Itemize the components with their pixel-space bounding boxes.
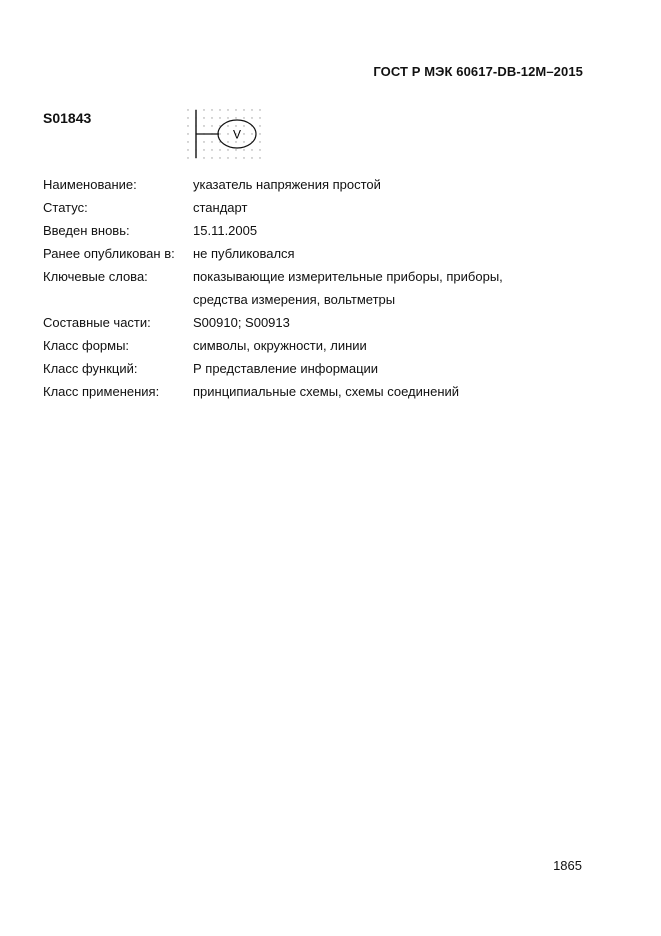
grid-dot [235,117,236,118]
property-value [193,242,563,265]
property-value [193,334,563,357]
grid-dot [235,141,236,142]
grid-dot [243,109,244,110]
grid-dot [243,141,244,142]
grid-dot [227,141,228,142]
property-label: Наименование: [43,177,137,192]
grid-dot [187,117,188,118]
property-label: Статус: [43,200,88,215]
grid-dot [259,141,260,142]
property-label: Введен вновь: [43,223,130,238]
grid-dot [259,157,260,158]
property-value-line: S00910; S00913 [193,315,290,330]
property-value-line: символы, окружности, линии [193,338,367,353]
property-value-line: средства измерения, вольтметры [193,292,396,307]
property-row [43,173,563,196]
grid-dot [235,157,236,158]
property-label: Класс функций: [43,361,138,376]
grid-dot [211,141,212,142]
property-label: Ключевые слова: [43,269,148,284]
property-value [193,173,563,196]
property-value-line: указатель напряжения простой [193,177,381,192]
grid-dot [259,117,260,118]
grid-dot [251,109,252,110]
grid-dot [187,133,188,134]
property-value [193,219,563,242]
property-value-line: не публиковался [193,246,295,261]
grid-dot [259,125,260,126]
grid-dot [243,133,244,134]
grid-dot [211,149,212,150]
grid-dot [259,109,260,110]
grid-dot [227,109,228,110]
grid-dot [211,157,212,158]
property-value [193,311,563,334]
grid-dot [211,109,212,110]
grid-dot [259,133,260,134]
grid-dot [227,157,228,158]
grid-dot [203,125,204,126]
property-label: Составные части: [43,315,151,330]
grid-dot [251,157,252,158]
page-number: 1865 [553,858,582,873]
grid-dot [251,149,252,150]
grid-dot [219,157,220,158]
property-row [43,380,563,403]
property-label: Класс применения: [43,384,160,399]
grid-dot [203,149,204,150]
property-label: Ранее опубликован в: [43,246,175,261]
grid-dot [219,117,220,118]
grid-dot [211,117,212,118]
grid-dot [227,117,228,118]
grid-dot [243,157,244,158]
grid-dot [203,157,204,158]
grid-dot [187,157,188,158]
grid-dot [243,125,244,126]
property-row [43,357,563,380]
property-row [43,219,563,242]
grid-dot [187,149,188,150]
property-row [43,265,563,311]
grid-dot [187,125,188,126]
grid-dot [251,117,252,118]
grid-dot [219,109,220,110]
symbol-id: S01843 [43,110,92,126]
grid-dot [251,133,252,134]
property-value-line: принципиальные схемы, схемы соединений [193,384,460,399]
property-value [193,265,563,311]
grid-dot [211,125,212,126]
property-value-line: стандарт [193,200,248,215]
grid-dot [227,125,228,126]
grid-dot [235,109,236,110]
properties-list [43,173,563,403]
grid-dot [203,109,204,110]
document-code: ГОСТ Р МЭК 60617-DB-12M–2015 [373,64,583,79]
property-value [193,196,563,219]
grid-dot [219,133,220,134]
grid-dot [235,125,236,126]
grid-dot [203,117,204,118]
grid-dot [227,133,228,134]
property-value-line: Р представление информации [193,361,379,376]
property-row [43,334,563,357]
grid-dot [235,149,236,150]
property-label: Класс формы: [43,338,130,353]
voltmeter-symbol-figure [186,108,268,160]
grid-dot [203,141,204,142]
grid-dot [219,149,220,150]
grid-dot [187,109,188,110]
symbol-letter: V [232,127,242,142]
grid-dot [243,149,244,150]
property-value-line: 15.11.2005 [193,223,258,238]
property-value [193,380,563,403]
grid-dot [243,117,244,118]
property-value [193,357,563,380]
property-row [43,242,563,265]
grid-dot [259,149,260,150]
grid-dot [187,141,188,142]
property-row [43,196,563,219]
property-value-line: показывающие измерительные приборы, приборы, [193,269,503,284]
property-row [43,311,563,334]
grid-dot [227,149,228,150]
